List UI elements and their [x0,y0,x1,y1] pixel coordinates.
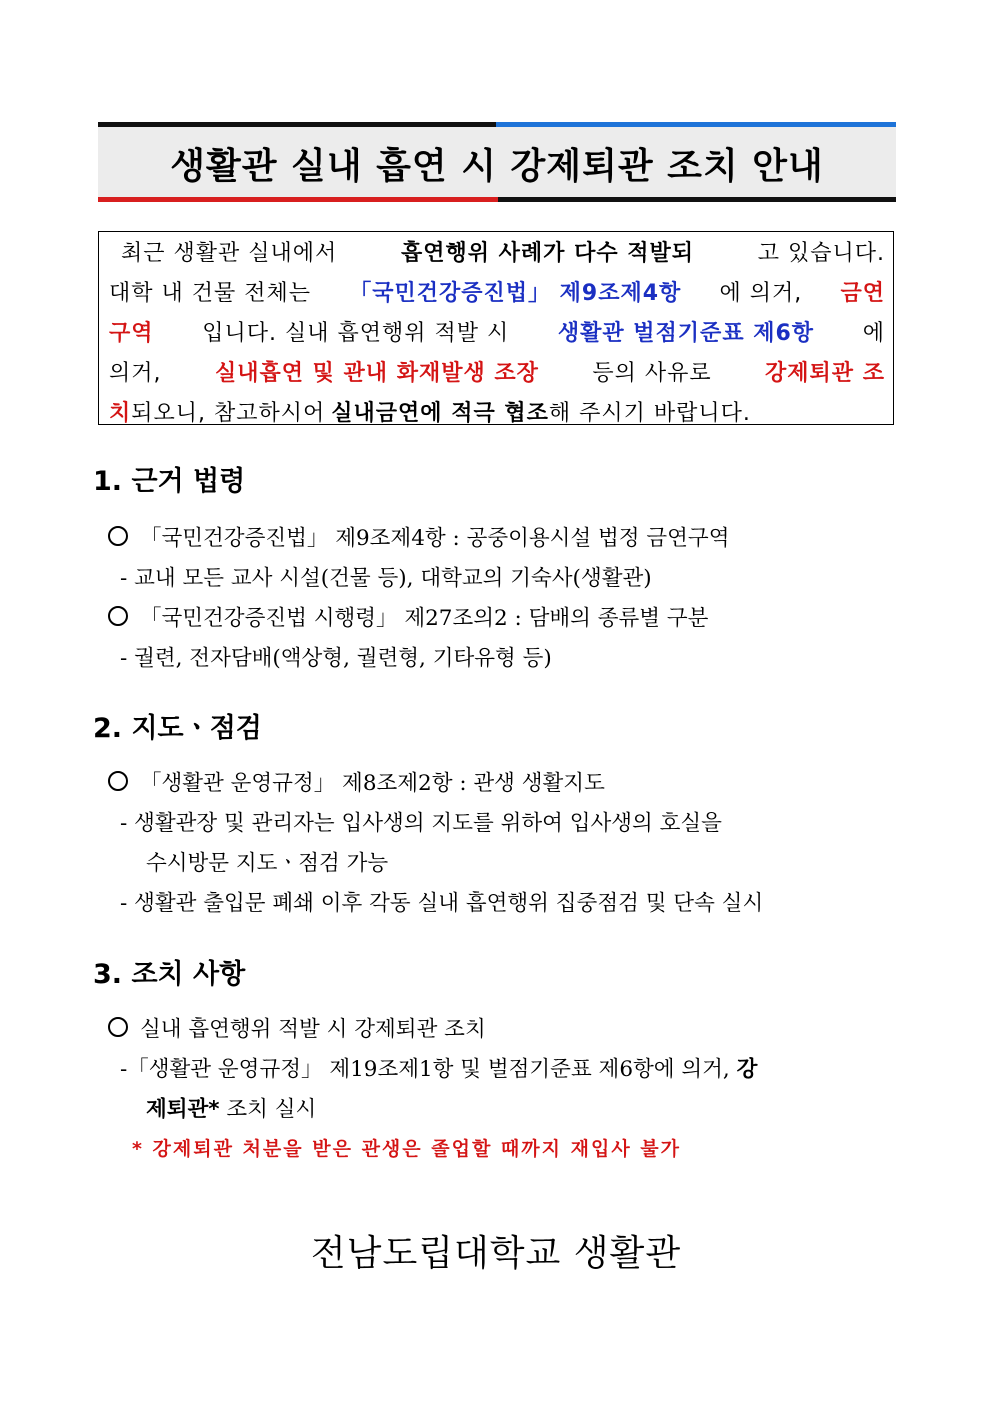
notice-text: 입니다. 실내 흡연행위 적발 시 [202,321,510,346]
notice-box [98,231,894,425]
circle-bullet-icon [108,1017,128,1037]
section-2-item-1 [108,766,605,797]
section-1-item-3 [108,601,708,632]
issuer-footer: 전남도립대학교 생활관 [310,1233,682,1274]
notice-line-4 [109,354,885,394]
circle-bullet-icon [108,771,128,791]
notice-line-2 [109,274,885,314]
circle-bullet-icon [108,606,128,626]
section-1-item-2: - 교내 모든 교사 시설(건물 등), 대학교의 기숙사(생활관) [120,566,652,591]
item-text: 조치 실시 [226,1097,317,1122]
notice-text: 되오니, 참고하시어 [131,401,326,426]
notice-law-reference: 「국민건강증진법」 제9조제4항 [349,281,682,306]
circle-bullet-icon [108,526,128,546]
notice-highlight: 강제퇴관 조 [765,361,885,386]
notice-highlight: 금연 [840,281,885,306]
notice-emphasis: 흡연행위 사례가 다수 적발되 [401,241,695,266]
title-bottom-bar [98,197,896,202]
notice-text: 해 주시기 바랍니다. [548,401,751,426]
notice-highlight: 구역 [109,321,154,346]
item-text: 「생활관 운영규정」 제8조제2항 : 관생 생활지도 [140,771,605,796]
item-text: 「국민건강증진법」 제9조제4항 : 공중이용시설 법정 금연구역 [140,526,730,551]
section-2-heading: 2. 지도ㆍ점검 [93,713,262,744]
section-3-item-2-cont [146,1092,316,1123]
notice-text: 대학 내 건물 전체는 [109,281,311,306]
section-1-heading: 1. 근거 법령 [93,466,246,497]
notice-text: 고 있습니다. [757,241,885,266]
section-3-item-1 [108,1012,486,1043]
notice-line-3 [109,314,885,354]
item-text: -「생활관 운영규정」 제19조제1항 및 벌점기준표 제6항에 의거, [120,1057,730,1082]
notice-emphasis: 실내금연에 적극 협조 [331,401,549,426]
section-2-item-2-cont: 수시방문 지도ㆍ점검 가능 [146,851,389,876]
notice-text: 의거, [109,361,162,386]
notice-highlight: 치 [109,401,132,426]
title-banner [98,122,896,202]
section-3-item-2 [120,1052,757,1083]
section-1-item-1 [108,521,729,552]
item-emphasis: 제퇴관* [146,1097,220,1122]
section-1-item-4: - 궐련, 전자담배(액상형, 궐련형, 기타유형 등) [120,646,552,671]
notice-text: 에 [862,321,885,346]
notice-rule-reference: 생활관 벌점기준표 제6항 [557,321,815,346]
item-text: 「국민건강증진법 시행령」 제27조의2 : 담배의 종류별 구분 [140,606,709,631]
item-text: 실내 흡연행위 적발 시 강제퇴관 조치 [140,1017,486,1042]
footnote-warning: * 강제퇴관 처분을 받은 관생은 졸업할 때까지 재입사 불가 [132,1138,681,1160]
notice-text: 최근 생활관 실내에서 [121,241,338,266]
notice-line-1 [109,234,885,274]
page-title: 생활관 실내 흡연 시 강제퇴관 조치 안내 [170,146,824,187]
section-3-heading: 3. 조치 사항 [93,959,246,990]
section-2-item-3: - 생활관 출입문 폐쇄 이후 각동 실내 흡연행위 집중점검 및 단속 실시 [120,891,764,916]
section-2-item-2: - 생활관장 및 관리자는 입사생의 지도를 위하여 입사생의 호실을 [120,811,722,836]
notice-highlight: 실내흡연 및 관내 화재발생 조장 [214,361,539,386]
item-emphasis: 강 [736,1057,758,1082]
notice-text: 등의 사유로 [592,361,712,386]
notice-line-5 [109,394,885,434]
notice-text: 에 의거, [719,281,803,306]
